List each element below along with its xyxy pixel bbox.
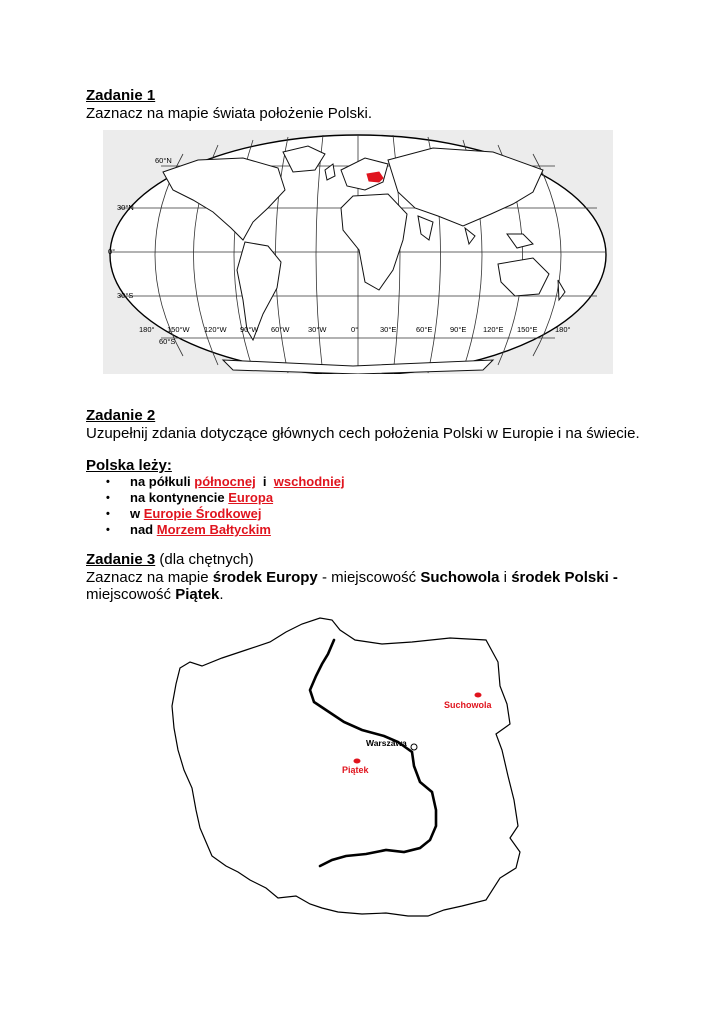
- suchowola-label: Suchowola: [444, 700, 492, 710]
- task3-emph: Suchowola: [420, 569, 500, 586]
- world-map-frame: [103, 130, 613, 374]
- bullet: •: [106, 508, 110, 520]
- lon-label-90w: 90°W: [240, 325, 259, 334]
- answer-continent: Europa: [228, 490, 274, 505]
- lat-label-60n: 60°N: [155, 156, 172, 165]
- task3-title: [86, 551, 254, 568]
- lon-label-180e: 180°: [555, 325, 571, 334]
- task3-text: Zaznacz na mapie: [86, 569, 209, 586]
- lon-label-30w: 30°W: [308, 325, 327, 334]
- piatek-marker: [354, 759, 361, 764]
- answer-east: wschodniej: [273, 474, 345, 489]
- facts-list: [86, 474, 345, 538]
- task3-text: miejscowość: [86, 586, 172, 603]
- lon-label-0: 0°: [351, 325, 359, 334]
- task3-emph: środek Europy: [212, 569, 318, 586]
- warsaw-label: Warszawa: [366, 738, 407, 748]
- task3-text: - miejscowość: [321, 569, 417, 586]
- bullet: •: [106, 524, 110, 536]
- fact-sea: [86, 522, 345, 538]
- lon-label-90e: 90°E: [450, 325, 467, 334]
- task2-heading: Zadanie 2: [86, 407, 156, 424]
- lat-label-60s: 60°S: [159, 337, 176, 346]
- answer-region: Europie Środkowej: [143, 506, 262, 521]
- poland-highlight: [367, 172, 383, 182]
- task1-instruction: Zaznacz na mapie świata położenie Polski.: [86, 105, 372, 122]
- world-map: [103, 130, 613, 374]
- lat-label-0: 0°: [108, 247, 116, 256]
- fact-prefix: na kontynencie: [130, 490, 225, 505]
- fact-continent: [86, 490, 345, 506]
- lon-label-120w: 120°W: [204, 325, 227, 334]
- fact-prefix: w: [130, 506, 141, 521]
- lon-label-150e: 150°E: [517, 325, 538, 334]
- piatek-label: Piątek: [342, 765, 369, 775]
- lon-label-60w: 60°W: [271, 325, 290, 334]
- task2-instruction: Uzupełnij zdania dotyczące głównych cech położenia Polski w Europie i na świecie.: [86, 425, 640, 442]
- warsaw-dot: [411, 744, 417, 750]
- fact-joiner: i: [262, 474, 267, 489]
- answer-sea: Morzem Bałtyckim: [156, 522, 271, 537]
- fact-region: [86, 506, 345, 522]
- suchowola-marker: [475, 693, 482, 698]
- task2-subheading: Polska leży:: [86, 457, 172, 474]
- lon-label-30e: 30°E: [380, 325, 397, 334]
- task1-heading: Zadanie 1: [86, 87, 156, 104]
- lon-label-150w: 150°W: [167, 325, 190, 334]
- lat-label-30s: 30°S: [117, 291, 134, 300]
- task3-heading: Zadanie 3: [86, 551, 156, 568]
- task3-note: (dla chętnych): [159, 551, 254, 568]
- poland-map: [150, 610, 530, 940]
- answer-north: północnej: [194, 474, 256, 489]
- fact-prefix: nad: [130, 522, 154, 537]
- bullet: •: [106, 492, 110, 504]
- poland-map-frame: [150, 610, 530, 940]
- fact-prefix: na półkuli: [130, 474, 191, 489]
- task3-line2: [86, 586, 224, 603]
- lat-label-30n: 30°N: [117, 203, 134, 212]
- lon-label-180w: 180°: [139, 325, 155, 334]
- task3-emph: środek Polski -: [511, 569, 618, 586]
- task3-emph: Piątek: [175, 586, 220, 603]
- bullet: •: [106, 476, 110, 488]
- task3-text: i: [503, 569, 508, 586]
- fact-hemisphere: [86, 474, 345, 490]
- lon-label-60e: 60°E: [416, 325, 433, 334]
- task3-text: .: [219, 586, 224, 603]
- lon-label-120e: 120°E: [483, 325, 504, 334]
- task3-line1: [86, 569, 618, 586]
